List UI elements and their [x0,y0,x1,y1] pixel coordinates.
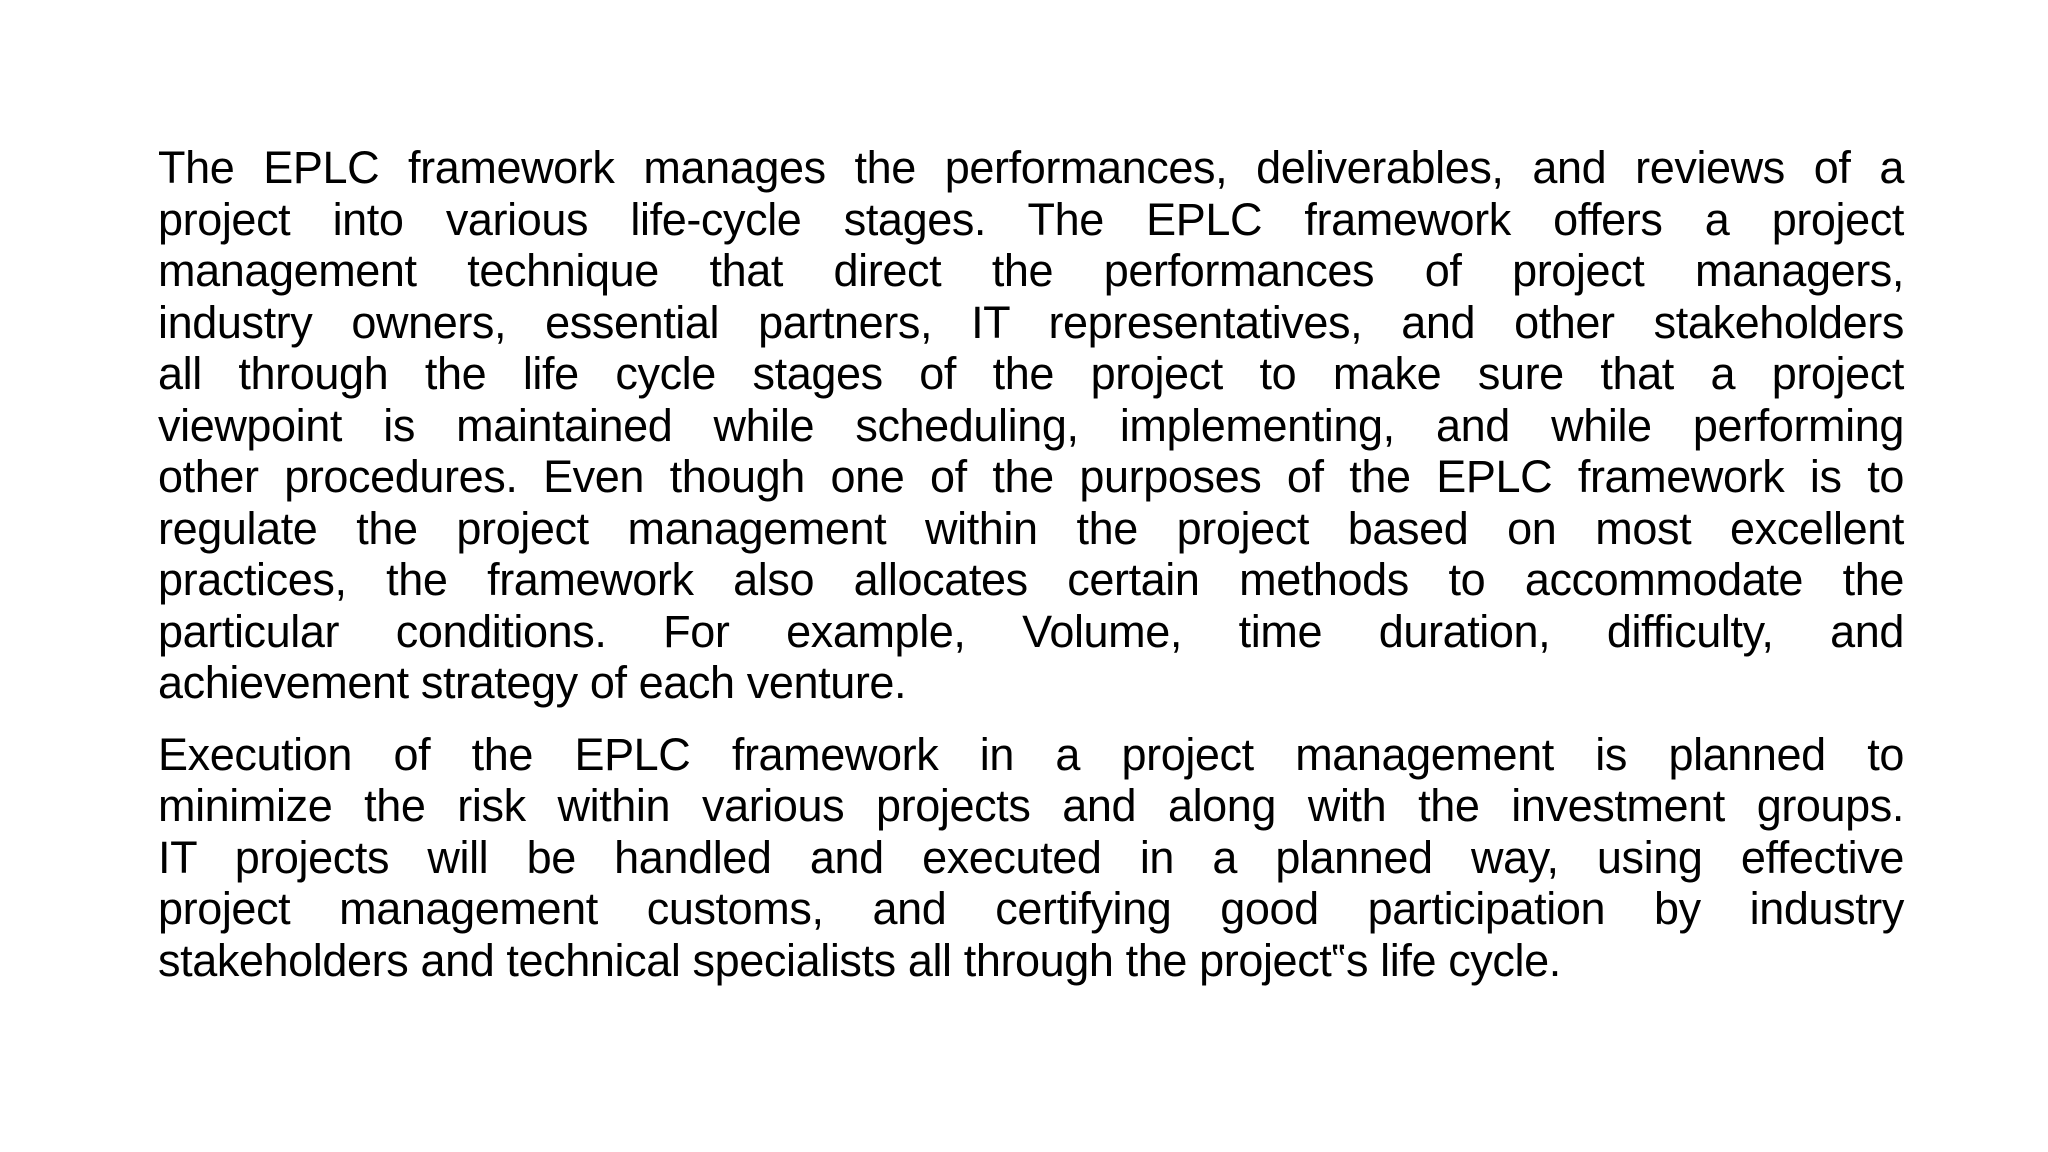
text-line: project management customs, and certifying good participation by industry [158,883,1904,934]
text-line: minimize the risk within various projects and along with the investment groups. [158,780,1904,831]
text-line: industry owners, essential partners, IT representatives, and other stakeholders [158,296,1904,348]
paragraph-eplc-execution [158,729,1904,987]
text-line: regulate the project management within the project based on most excellent [158,502,1904,554]
text-line: viewpoint is maintained while scheduling, implementing, and while performing [158,399,1904,451]
text-line: all through the life cycle stages of the project to make sure that a project [158,348,1904,399]
text-line: Execution of the EPLC framework in a project management is planned to [158,728,1904,780]
text-line: management technique that direct the performances of project managers, [158,245,1904,296]
text-line: The EPLC framework manages the performances, deliverables, and reviews of a [158,142,1904,193]
text-line: particular conditions. For example, Volume, time duration, difficulty, and [158,605,1904,657]
text-line: stakeholders and technical specialists all through the project‟s life cycle. [158,934,1561,986]
paragraph-eplc-overview [158,142,1904,709]
slide-body-text [158,142,1904,986]
text-line: other procedures. Even though one of the purposes of the EPLC framework is to [158,451,1904,502]
text-line: practices, the framework also allocates certain methods to accommodate the [158,554,1904,605]
text-line: IT projects will be handled and executed in a planned way, using effective [158,831,1904,883]
text-line: project into various life-cycle stages. The EPLC framework offers a project [158,193,1904,245]
text-line: achievement strategy of each venture. [158,657,907,708]
